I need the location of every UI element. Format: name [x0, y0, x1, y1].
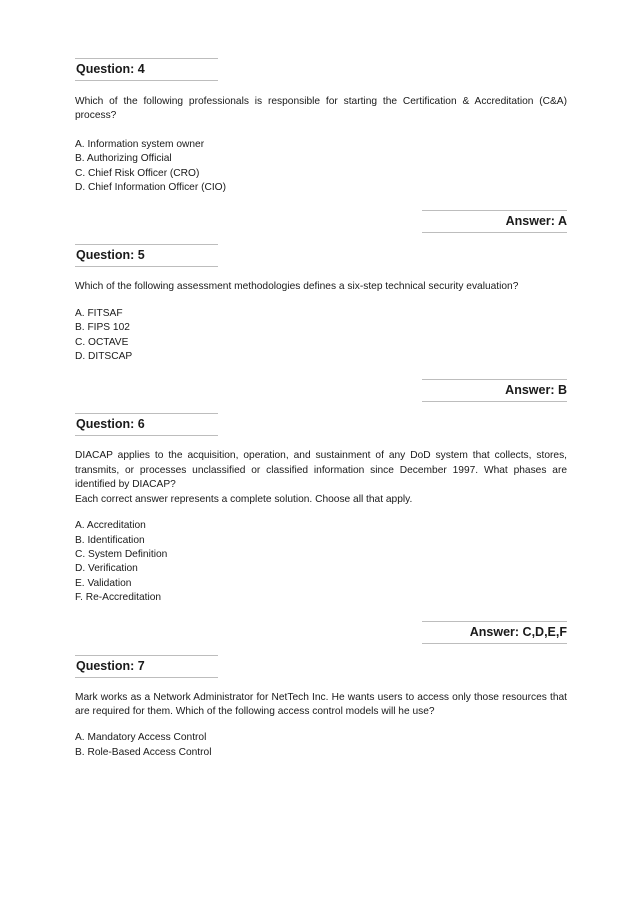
question-text [75, 691, 567, 720]
option-d: D. Verification [75, 563, 138, 575]
question-5 [75, 244, 567, 402]
option-c: C. Chief Risk Officer (CRO) [75, 167, 200, 179]
option-a: A. Information system owner [75, 138, 205, 150]
option-a: A. Mandatory Access Control [75, 732, 207, 744]
option-a: A. Accreditation [75, 520, 146, 532]
answer-row [75, 210, 567, 233]
option-b: B. Identification [75, 534, 145, 546]
question-7 [75, 655, 567, 761]
option-list [75, 307, 567, 365]
option-d: D. DITSCAP [75, 351, 133, 363]
option-a: A. FITSAF [75, 307, 123, 319]
option-f: F. Re-Accreditation [75, 592, 162, 604]
option-b: B. Authorizing Official [75, 153, 172, 165]
question-paragraph: Which of the following assessment methodologies defines a six-step technical security evaluation? [75, 281, 519, 293]
question-text [75, 449, 567, 507]
question-paragraph: Mark works as a Network Administrator for NetTech Inc. He wants users to access only those resources that are required for them. Which of the following access control models will he use? [75, 691, 567, 717]
option-c: C. OCTAVE [75, 336, 129, 348]
answer-label: Answer: A [422, 210, 567, 233]
answer-row [75, 379, 567, 402]
question-title: Question: 7 [75, 655, 218, 678]
answer-label: Answer: C,D,E,F [422, 621, 567, 644]
option-list [75, 519, 567, 605]
question-title: Question: 5 [75, 244, 218, 267]
question-instruction: Each correct answer represents a complete solution. Choose all that apply. [75, 493, 413, 505]
option-e: E. Validation [75, 577, 132, 589]
option-b: B. FIPS 102 [75, 322, 130, 334]
option-c: C. System Definition [75, 548, 168, 560]
question-title: Question: 4 [75, 58, 218, 81]
document-page [75, 58, 567, 760]
option-d: D. Chief Information Officer (CIO) [75, 182, 226, 194]
option-b: B. Role-Based Access Control [75, 746, 212, 758]
question-title: Question: 6 [75, 413, 218, 436]
option-list [75, 138, 567, 196]
question-6 [75, 413, 567, 643]
question-4 [75, 58, 567, 233]
question-text [75, 95, 567, 124]
question-paragraph: DIACAP applies to the acquisition, operation, and sustainment of any DoD system that collects, stores, transmits, or processes unclassified or classified information since December 1997. What phases are identified by DIACAP? [75, 450, 567, 491]
option-list [75, 731, 567, 760]
answer-label: Answer: B [422, 379, 567, 402]
question-paragraph: Which of the following professionals is responsible for starting the Certification & Accreditation (C&A) process? [75, 96, 567, 122]
question-text [75, 280, 567, 294]
answer-row [75, 621, 567, 644]
